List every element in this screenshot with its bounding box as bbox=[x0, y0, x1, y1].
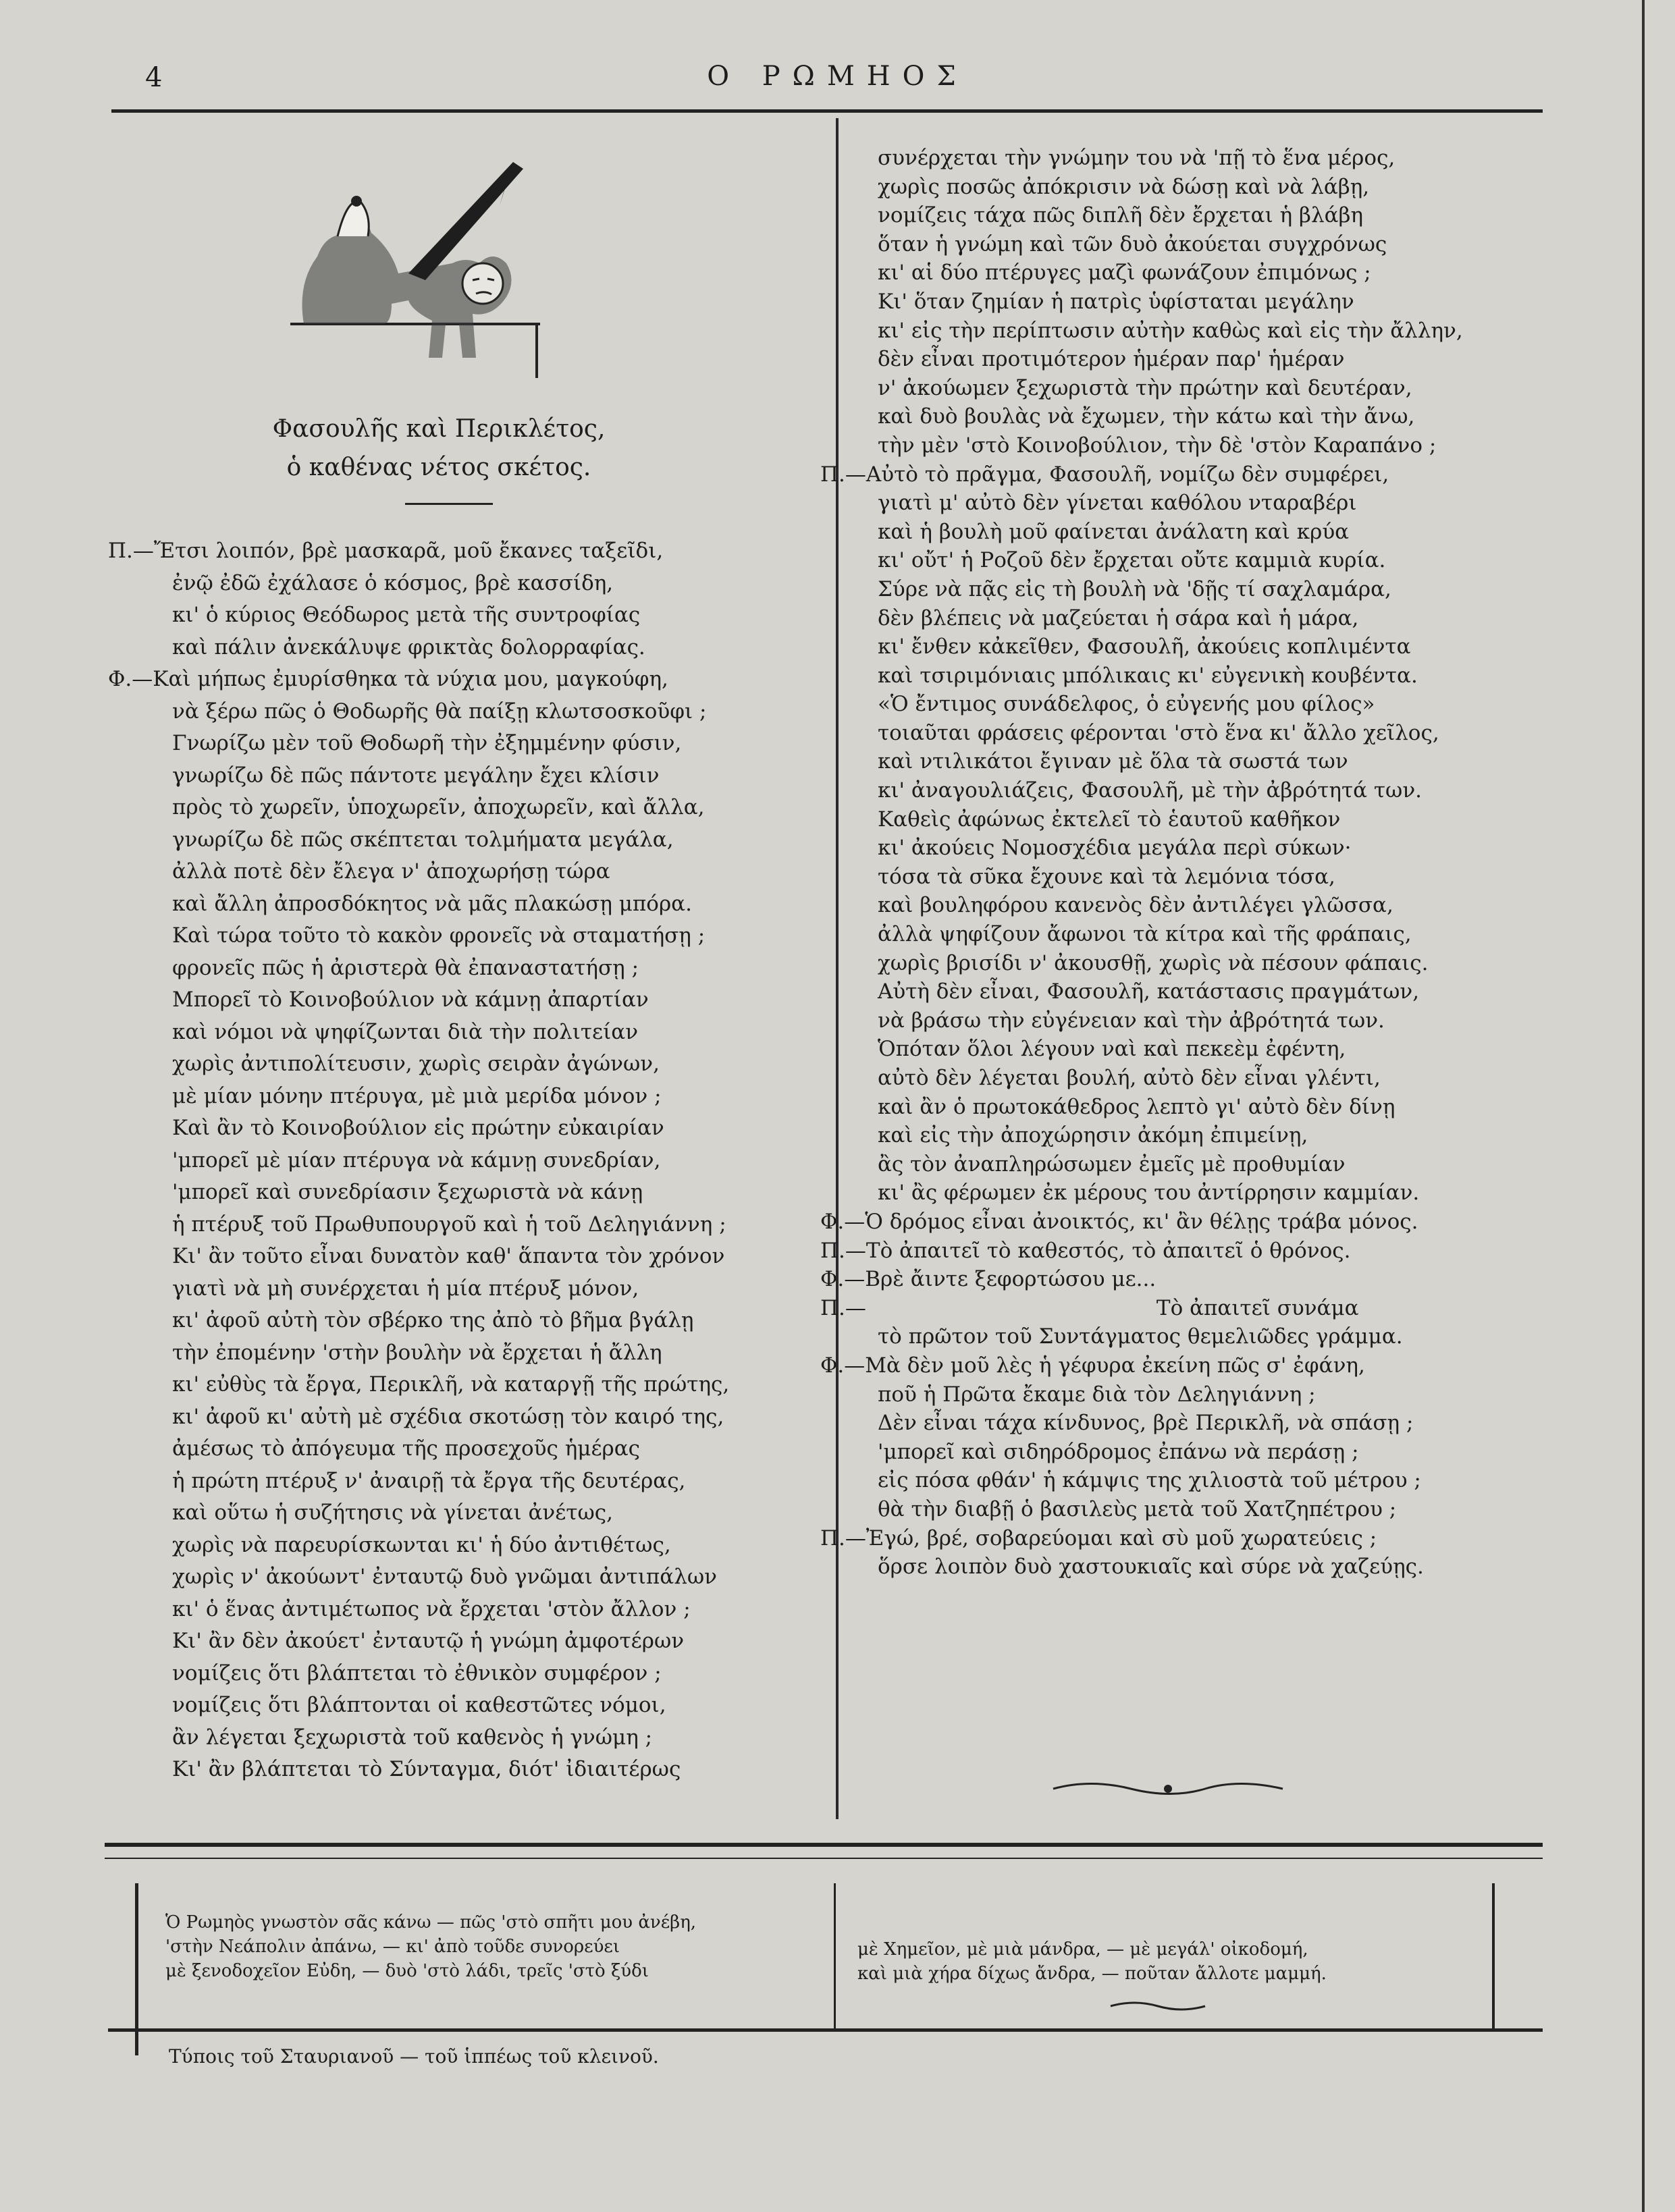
verse-text: ἀμέσως τὸ ἀπόγευμα τῆς προσεχοῦς ἡμέρας bbox=[172, 1436, 641, 1461]
verse-line bbox=[172, 1722, 729, 1754]
verse-line bbox=[878, 518, 1463, 547]
verse-line bbox=[172, 888, 729, 921]
verse-line bbox=[108, 535, 729, 568]
verse-text: Τὸ ἀπαιτεῖ συνάμα bbox=[1156, 1295, 1359, 1320]
verse-line bbox=[172, 1145, 729, 1177]
verse-line bbox=[820, 1351, 1463, 1380]
speaker-label: Φ.— bbox=[820, 1267, 866, 1292]
speaker-label: Φ.— bbox=[108, 667, 153, 691]
verse-text: Κι' ἂν δὲν ἀκούετ' ἐνταυτῷ ἡ γνώμη ἀμφοτέρων bbox=[172, 1629, 685, 1653]
verse-text: μὲ μίαν μόνην πτέρυγα, μὲ μιὰ μερίδα μόνον ; bbox=[172, 1083, 662, 1108]
verse-line bbox=[878, 173, 1463, 202]
verse-text: ἀλλὰ ποτὲ δὲν ἔλεγα ν' ἀποχωρήσῃ τώρα bbox=[172, 859, 610, 884]
verse-line bbox=[172, 1209, 729, 1241]
verse-text: Καὶ μήπως ἐμυρίσθηκα τὰ νύχια μου, μαγκούφη, bbox=[153, 667, 668, 691]
verse-line bbox=[172, 760, 729, 792]
verse-line bbox=[820, 460, 1463, 489]
verse-text: νὰ ξέρω πῶς ὁ Θοδωρῆς θὰ παίξῃ κλωτσοσκοῦφι ; bbox=[172, 699, 707, 724]
verse-line bbox=[878, 690, 1463, 719]
verse-text: νομίζεις ὅτι βλάπτεται τὸ ἐθνικὸν συμφέρον ; bbox=[172, 1661, 662, 1685]
verse-text: ἡ πρώτη πτέρυξ ν' ἀναιρῇ τὰ ἔργα τῆς δευτέρας, bbox=[172, 1468, 686, 1493]
verse-line bbox=[172, 1081, 729, 1113]
caption-line-1: Φασουλῆς καὶ Περικλέτος, bbox=[272, 415, 606, 443]
verse-line bbox=[878, 719, 1463, 748]
verse-text: καὶ ἄλλη ἀπροσδόκητος νὰ μᾶς πλακώσῃ μπόρα. bbox=[172, 891, 692, 916]
verse-line bbox=[172, 1690, 729, 1722]
verse-text: Καὶ τώρα τοῦτο τὸ κακὸν φρονεῖς νὰ σταματήσῃ ; bbox=[172, 923, 706, 948]
verse-line bbox=[172, 1625, 729, 1658]
speaker-label: Π.— bbox=[820, 1238, 866, 1263]
verse-text: καὶ εἰς τὴν ἀποχώρησιν ἀκόμη ἐπιμείνῃ, bbox=[878, 1123, 1308, 1148]
verse-line bbox=[878, 317, 1463, 346]
verse-line bbox=[878, 1035, 1463, 1064]
verse-line bbox=[878, 949, 1463, 978]
verse-text: Τὸ ἀπαιτεῖ τὸ καθεστός, τὸ ἀπαιτεῖ ὁ θρόνος. bbox=[866, 1238, 1351, 1263]
verse-line bbox=[172, 696, 729, 728]
verse-text: «Ὁ ἔντιμος συνάδελφος, ὁ εὐγενής μου φίλος» bbox=[878, 692, 1375, 717]
verse-text: ἡ πτέρυξ τοῦ Πρωθυπουργοῦ καὶ ἡ τοῦ Δεληγιάννη ; bbox=[172, 1212, 726, 1237]
verse-line bbox=[172, 1658, 729, 1690]
verse-text: καὶ δυὸ βουλὰς νὰ ἔχωμεν, τὴν κάτω καὶ τὴν ἄνω, bbox=[878, 404, 1415, 429]
verse-text: Ἔτσι λοιπόν, βρὲ μασκαρᾶ, μοῦ ἔκανες ταξεῖδι, bbox=[153, 539, 664, 563]
verse-line bbox=[878, 776, 1463, 805]
caption-short-rule bbox=[405, 503, 493, 505]
verse-text: Αὐτὴ δὲν εἶναι, Φασουλῆ, κατάστασις πραγμάτων, bbox=[878, 979, 1420, 1004]
verse-line bbox=[172, 1594, 729, 1626]
advertisement-right bbox=[857, 1937, 1492, 1986]
verse-text: καὶ τσιριμόνιαις μπόλικαις κι' εὐγενικὴ κουβέντα. bbox=[878, 663, 1418, 688]
verse-line bbox=[172, 1048, 729, 1081]
verse-text: καὶ πάλιν ἀνεκάλυψε φρικτὰς δολορραφίας. bbox=[172, 635, 645, 659]
verse-line bbox=[172, 1241, 729, 1273]
verse-line bbox=[878, 834, 1463, 863]
verse-text: καὶ ἂν ὁ πρωτοκάθεδρος λεπτὸ γι' αὐτὸ δὲν δίνῃ bbox=[878, 1094, 1395, 1119]
speaker-label: Φ.— bbox=[820, 1209, 866, 1234]
ad-line: Ὁ Ρωμηὸς γνωστὸν σᾶς κάνω — πῶς 'στὸ σπῆτι μου ἀνέβη, bbox=[165, 1912, 697, 1933]
verse-line bbox=[878, 230, 1463, 259]
verse-line bbox=[878, 1322, 1463, 1351]
verse-text: νομίζεις ὅτι βλάπτονται οἱ καθεστῶτες νόμοι, bbox=[172, 1693, 666, 1717]
verse-line bbox=[878, 1438, 1463, 1467]
verse-text: Μπορεῖ τὸ Κοινοβούλιον νὰ κάμνῃ ἀπαρτίαν bbox=[172, 988, 649, 1012]
verse-text: χωρὶς βρισίδι ν' ἀκουσθῇ, χωρὶς νὰ πέσουν φάπαις. bbox=[878, 950, 1429, 975]
verse-line bbox=[878, 1179, 1463, 1208]
verse-text: 'μπορεῖ μὲ μίαν πτέρυγα νὰ κάμνῃ συνεδρίαν, bbox=[172, 1148, 661, 1172]
verse-line bbox=[172, 952, 729, 985]
verse-line bbox=[172, 1177, 729, 1209]
verse-line bbox=[878, 1495, 1463, 1524]
verse-line bbox=[878, 345, 1463, 374]
right-edge-rule bbox=[1642, 0, 1645, 2212]
verse-line bbox=[878, 632, 1463, 662]
verse-line bbox=[878, 575, 1463, 604]
box-right-rule bbox=[1492, 1883, 1495, 2028]
speaker-label: Φ.— bbox=[820, 1353, 866, 1378]
column-divider bbox=[836, 118, 839, 1819]
verse-text: γνωρίζω δὲ πῶς πάντοτε μεγάλην ἔχει κλίσιν bbox=[172, 763, 660, 788]
verse-line bbox=[878, 1150, 1463, 1179]
verse-text: ἂς τὸν ἀναπληρώσωμεν ἐμεῖς μὲ προθυμίαν bbox=[878, 1152, 1346, 1177]
verse-line bbox=[172, 1305, 729, 1337]
verse-line bbox=[878, 863, 1463, 892]
verse-line bbox=[172, 1465, 729, 1498]
verse-text: κι' ὁ κύριος Θεόδωρος μετὰ τῆς συντροφίας bbox=[172, 603, 641, 627]
speaker-label: Π.— bbox=[820, 1295, 866, 1320]
box-mid-rule bbox=[834, 1883, 836, 2028]
verse-line bbox=[878, 1064, 1463, 1093]
verse-text: Καθεὶς ἀφώνως ἐκτελεῖ τὸ ἑαυτοῦ καθῆκον bbox=[878, 807, 1341, 832]
verse-line bbox=[172, 1754, 729, 1786]
verse-text: κι' ἂς φέρωμεν ἐκ μέρους του ἀντίρρησιν καμμίαν. bbox=[878, 1181, 1420, 1206]
verse-text: καὶ οὕτω ἡ συζήτησις νὰ γίνεται ἀνέτως, bbox=[172, 1501, 613, 1525]
verse-text: ὅταν ἡ γνώμη καὶ τῶν δυὸ ἀκούεται συγχρόνως bbox=[878, 232, 1387, 257]
verse-text: Κι' ἂν βλάπτεται τὸ Σύνταγμα, διότ' ἰδιαιτέρως bbox=[172, 1757, 681, 1781]
ad-line: καὶ μιὰ χήρα δίχως ἄνδρα, — ποῦταν ἄλλοτε μαμμή. bbox=[857, 1964, 1327, 1984]
ad-line: μὲ ξενοδοχεῖον Εὐδη, — δυὸ 'στὸ λάδι, τρεῖς 'στὸ ξύδι bbox=[165, 1961, 649, 1981]
verse-text: κι' ἀναγουλιάζεις, Φασουλῆ, μὲ τὴν ἀβρότητά των. bbox=[878, 778, 1423, 803]
verse-line bbox=[172, 728, 729, 760]
verse-line bbox=[878, 747, 1463, 776]
verse-text: τοιαῦται φράσεις φέρονται 'στὸ ἕνα κι' ἄλλο χεῖλος, bbox=[878, 720, 1439, 745]
verse-line bbox=[172, 984, 729, 1017]
verse-line bbox=[172, 1337, 729, 1370]
cartoon-illustration bbox=[290, 155, 581, 378]
verse-text: χωρὶς ποσῶς ἀπόκρισιν νὰ δώσῃ καὶ νὰ λάβῃ, bbox=[878, 174, 1370, 199]
verse-text: ὅρσε λοιπὸν δυὸ χαστουκιαῖς καὶ σύρε νὰ χαζεύῃς. bbox=[878, 1555, 1424, 1580]
verse-text: καὶ ἡ βουλὴ μοῦ φαίνεται ἀνάλατη καὶ κρύα bbox=[878, 519, 1350, 544]
verse-text: Δὲν εἶναι τάχα κίνδυνος, βρὲ Περικλῆ, νὰ σπάσῃ ; bbox=[878, 1411, 1414, 1436]
verse-text: νὰ βράσω τὴν εὐγένειαν καὶ τὴν ἀβρότητά των. bbox=[878, 1008, 1385, 1033]
verse-line bbox=[172, 1433, 729, 1465]
speaker-label: Π.— bbox=[820, 462, 866, 487]
verse-line bbox=[820, 1265, 1463, 1294]
verse-text: κι' αἱ δύο πτέρυγες μαζὶ φωνάζουν ἐπιμόνως ; bbox=[878, 261, 1371, 286]
verse-line bbox=[172, 1530, 729, 1562]
ad-line: 'στὴν Νεάπολιν ἀπάνω, — κι' ἀπὸ τοῦδε συνορεύει bbox=[165, 1937, 620, 1957]
caption-line-2: ὁ καθένας νέτος σκέτος. bbox=[286, 454, 591, 481]
advertisement-left bbox=[165, 1910, 834, 1983]
verse-line bbox=[172, 568, 729, 600]
verse-line bbox=[878, 1093, 1463, 1122]
page-number: 4 bbox=[145, 62, 163, 93]
verse-text: εἰς πόσα φθάν' ἡ κάμψις της χιλιοστὰ τοῦ μέτρου ; bbox=[878, 1468, 1421, 1493]
box-thin-rule bbox=[105, 1858, 1543, 1859]
verse-line bbox=[878, 662, 1463, 691]
verse-line bbox=[820, 1237, 1463, 1266]
verse-text: χωρὶς ν' ἀκούωντ' ἐνταυτῷ δυὸ γνῶμαι ἀντιπάλων bbox=[172, 1565, 717, 1589]
verse-text: Αὐτὸ τὸ πρᾶγμα, Φασουλῆ, νομίζω δὲν συμφέρει, bbox=[866, 462, 1389, 487]
printer-line: Τύποις τοῦ Σταυριανοῦ — τοῦ ἱππέως τοῦ κλεινοῦ. bbox=[169, 2045, 659, 2068]
verse-text: γνωρίζω δὲ πῶς σκέπτεται τολμήματα μεγάλα, bbox=[172, 827, 674, 852]
verse-line bbox=[878, 1121, 1463, 1150]
verse-line bbox=[878, 1409, 1463, 1438]
verse-line bbox=[172, 599, 729, 632]
verse-text: Γνωρίζω μὲν τοῦ Θοδωρῆ τὴν ἐξημμένην φύσιν, bbox=[172, 731, 682, 755]
verse-line bbox=[878, 604, 1463, 633]
verse-line bbox=[878, 144, 1463, 173]
closing-ornament bbox=[1050, 1775, 1286, 1802]
verse-text: Ὁ δρόμος εἶναι ἀνοικτός, κι' ἂν θέλῃς τράβα μόνος. bbox=[865, 1209, 1418, 1234]
box-bottom-rule bbox=[108, 2028, 1543, 2032]
verse-text: χωρὶς ἀντιπολίτευσιν, χωρὶς σειρὰν ἀγώνων, bbox=[172, 1052, 660, 1076]
verse-text: δὲν βλέπεις νὰ μαζεύεται ἡ σάρα καὶ ἡ μάρα, bbox=[878, 605, 1359, 630]
verse-line bbox=[878, 1380, 1463, 1409]
verse-line bbox=[820, 1524, 1463, 1553]
verse-line bbox=[878, 1553, 1463, 1582]
verse-line bbox=[172, 1273, 729, 1305]
verse-text: δὲν εἶναι προτιμότερον ἡμέραν παρ' ἡμέραν bbox=[878, 347, 1345, 372]
verse-text: γιατὶ μ' αὐτὸ δὲν γίνεται καθόλου νταραβέρι bbox=[878, 491, 1357, 516]
verse-text: 'μπορεῖ καὶ συνεδρίασιν ξεχωριστὰ νὰ κάνῃ bbox=[172, 1180, 643, 1204]
verse-line bbox=[878, 431, 1463, 460]
speaker-label: Π.— bbox=[108, 539, 154, 563]
verse-text: θὰ τὴν διαβῇ ὁ βασιλεὺς μετὰ τοῦ Χατζηπέτρου ; bbox=[878, 1496, 1397, 1521]
verse-text: Καὶ ἂν τὸ Κοινοβούλιον εἰς πρώτην εὐκαιρίαν bbox=[172, 1116, 664, 1140]
verse-text: καὶ βουληφόρου κανενὸς δὲν ἀντιλέγει γλῶσσα, bbox=[878, 893, 1393, 918]
speaker-label: Π.— bbox=[820, 1526, 866, 1550]
verse-text: Κι' ὅταν ζημίαν ἡ πατρὶς ὑφίσταται μεγάλην bbox=[878, 289, 1354, 314]
verse-line bbox=[172, 1369, 729, 1401]
ad-line: μὲ Χημεῖον, μὲ μιὰ μάνδρα, — μὲ μεγάλ' οἰκοδομή, bbox=[857, 1939, 1308, 1960]
verse-text: κι' εὐθὺς τὰ ἔργα, Περικλῆ, νὰ καταργῇ τῆς πρώτης, bbox=[172, 1372, 730, 1397]
verse-line bbox=[172, 856, 729, 888]
verse-line bbox=[172, 1561, 729, 1594]
masthead: Ο ΡΩΜΗΟΣ bbox=[707, 61, 968, 92]
verse-line bbox=[172, 1112, 729, 1145]
verse-text: κι' ὁ ἕνας ἀντιμέτωπος νὰ ἔρχεται 'στὸν ἄλλον ; bbox=[172, 1596, 691, 1621]
verse-text: κι' ἔνθεν κἀκεῖθεν, Φασουλῆ, ἀκούεις κοπλιμέντα bbox=[878, 635, 1411, 659]
verse-text: Βρὲ ἄιντε ξεφορτώσου με... bbox=[865, 1267, 1156, 1292]
verse-text: συνέρχεται τὴν γνώμην του νὰ 'πῇ τὸ ἕνα μέρος, bbox=[878, 146, 1395, 170]
verse-line bbox=[172, 824, 729, 857]
verse-text: κι' ἀκούεις Νομοσχέδια μεγάλα περὶ σύκων· bbox=[878, 836, 1352, 861]
verse-line bbox=[172, 792, 729, 824]
verse-text: αὐτὸ δὲν λέγεται βουλή, αὐτὸ δὲν εἶναι γλέντι, bbox=[878, 1066, 1381, 1090]
verse-line bbox=[878, 201, 1463, 230]
verse-line bbox=[820, 1294, 1463, 1323]
verse-text: Ἐγώ, βρέ, σοβαρεύομαι καὶ σὺ μοῦ χωρατεύεις ; bbox=[866, 1526, 1377, 1550]
verse-text: φρονεῖς πῶς ἡ ἀριστερὰ θὰ ἐπαναστατήσῃ ; bbox=[172, 955, 639, 980]
verse-text: κι' ἀφοῦ αὐτὴ τὸν σβέρκο της ἀπὸ τὸ βῆμα βγάλῃ bbox=[172, 1308, 694, 1332]
verse-line bbox=[108, 664, 729, 696]
verse-text: κι' ἀφοῦ κι' αὐτὴ μὲ σχέδια σκοτώσῃ τὸν καιρό της, bbox=[172, 1404, 724, 1429]
verse-line bbox=[878, 374, 1463, 403]
verse-text: Ὁπόταν ὅλοι λέγουν ναὶ καὶ πεκεὲμ ἐφέντη, bbox=[878, 1037, 1346, 1062]
verse-text: καὶ νόμοι νὰ ψηφίζωνται διὰ τὴν πολιτείαν bbox=[172, 1019, 639, 1044]
verse-line bbox=[172, 1401, 729, 1434]
verse-line bbox=[878, 805, 1463, 834]
verse-text: χωρὶς νὰ παρευρίσκωνται κι' ἡ δύο ἀντιθέτως, bbox=[172, 1532, 671, 1557]
verse-line bbox=[172, 920, 729, 952]
verse-line bbox=[820, 1208, 1463, 1237]
verse-text: τόσα τὰ σῦκα ἔχουνε καὶ τὰ λεμόνια τόσα, bbox=[878, 864, 1335, 889]
verse-text: καὶ ντιλικάτοι ἔγιναν μὲ ὅλα τὰ σωστά των bbox=[878, 749, 1348, 774]
verse-line bbox=[878, 977, 1463, 1006]
advertisement-ornament bbox=[1107, 1998, 1208, 2014]
verse-text: ποῦ ἡ Πρῶτα ἔκαμε διὰ τὸν Δεληγιάννη ; bbox=[878, 1382, 1316, 1407]
verse-text: πρὸς τὸ χωρεῖν, ὑποχωρεῖν, ἀποχωρεῖν, καὶ ἄλλα, bbox=[172, 795, 705, 819]
left-poem-column bbox=[108, 535, 730, 1786]
box-top-rule bbox=[105, 1843, 1543, 1847]
verse-text: ἂν λέγεται ξεχωριστὰ τοῦ καθενὸς ἡ γνώμη ; bbox=[172, 1725, 653, 1750]
verse-text: κι' οὔτ' ἡ Ροζοῦ δὲν ἔρχεται οὔτε καμμιὰ κυρία. bbox=[878, 548, 1386, 573]
header-rule bbox=[111, 109, 1543, 113]
verse-text: τὴν μὲν 'στὸ Κοινοβούλιον, τὴν δὲ 'στὸν Καραπάνο ; bbox=[878, 433, 1437, 458]
verse-line bbox=[878, 288, 1463, 317]
verse-text: τὴν ἐπομένην 'στὴν βουλὴν νὰ ἔρχεται ἡ ἄλλη bbox=[172, 1340, 662, 1365]
verse-text: ν' ἀκούωμεν ξεχωριστὰ τὴν πρώτην καὶ δευτέραν, bbox=[878, 375, 1412, 400]
verse-line bbox=[878, 489, 1463, 518]
verse-text: ἀλλὰ ψηφίζουν ἄφωνοι τὰ κίτρα καὶ τῆς φράπαις, bbox=[878, 922, 1412, 947]
verse-text: νομίζεις τάχα πῶς διπλῆ δὲν ἔρχεται ἡ βλάβη bbox=[878, 203, 1364, 228]
verse-line bbox=[878, 402, 1463, 431]
verse-line bbox=[172, 632, 729, 664]
right-poem-column bbox=[820, 144, 1463, 1582]
verse-line bbox=[878, 1006, 1463, 1035]
verse-text: Σύρε νὰ πᾷς εἰς τὴ βουλὴ νὰ 'δῇς τί σαχλαμάρα, bbox=[878, 576, 1391, 601]
verse-text: τὸ πρῶτον τοῦ Συντάγματος θεμελιῶδες γράμμα. bbox=[878, 1324, 1403, 1349]
verse-text: Μὰ δὲν μοῦ λὲς ἡ γέφυρα ἐκείνη πῶς σ' ἐφάνη, bbox=[865, 1353, 1365, 1378]
verse-line bbox=[878, 1466, 1463, 1495]
verse-line bbox=[878, 891, 1463, 920]
verse-line bbox=[172, 1497, 729, 1530]
verse-text: ἐνῷ ἐδῶ ἐχάλασε ὁ κόσμος, βρὲ κασσίδη, bbox=[172, 570, 614, 595]
verse-line bbox=[172, 1017, 729, 1049]
verse-line bbox=[878, 920, 1463, 949]
verse-text: Κι' ἂν τοῦτο εἶναι δυνατὸν καθ' ἅπαντα τὸν χρόνον bbox=[172, 1244, 725, 1268]
verse-line bbox=[878, 259, 1463, 288]
verse-text: γιατὶ νὰ μὴ συνέρχεται ἡ μία πτέρυξ μόνον, bbox=[172, 1276, 639, 1301]
verse-text: κι' εἰς τὴν περίπτωσιν αὐτὴν καθὼς καὶ εἰς τὴν ἄλλην, bbox=[878, 318, 1463, 343]
verse-line bbox=[878, 546, 1463, 575]
verse-text: 'μπορεῖ καὶ σιδηρόδρομος ἐπάνω νὰ περάσῃ ; bbox=[878, 1439, 1359, 1464]
